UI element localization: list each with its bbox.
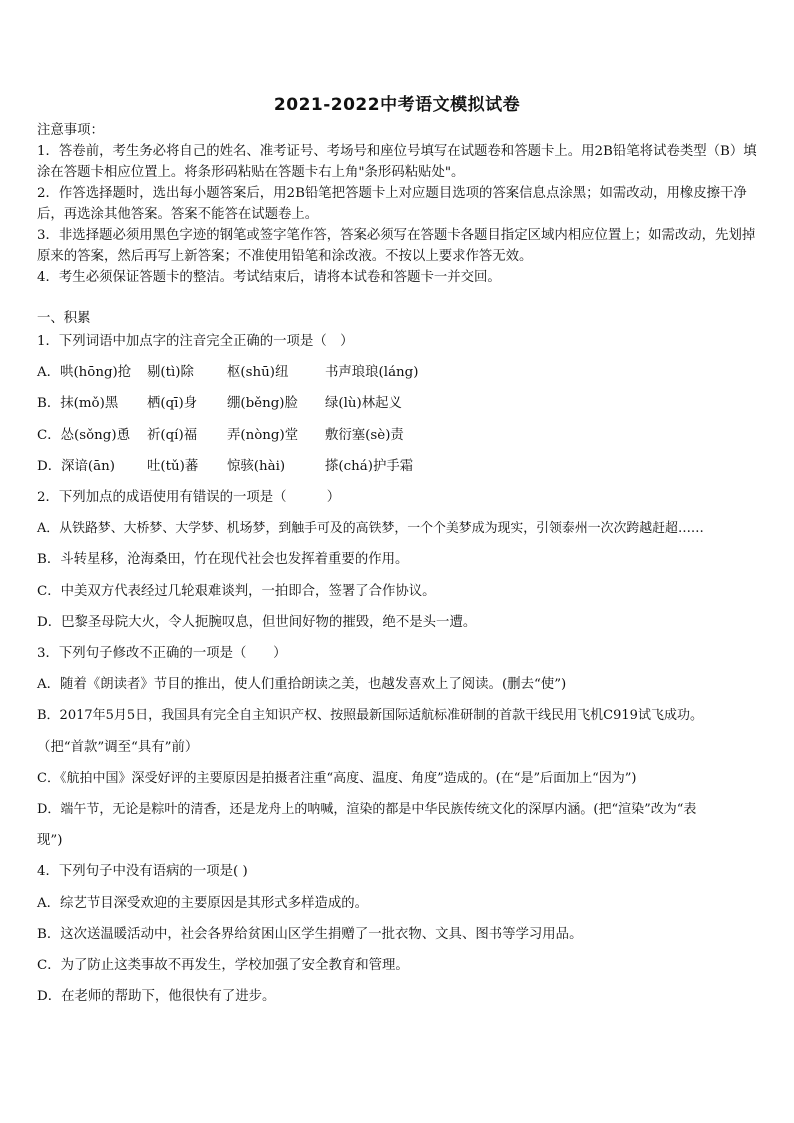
notice-item-1: 1．答卷前，考生务必将自己的姓名、准考证号、考场号和座位号填写在试题卷和答题卡上。用2B铅笔将试卷类型（B）填涂在答题卡相应位置上。将条形码粘贴在答题卡右上角"条形码粘贴处"。	[37, 144, 757, 180]
q3-option-c: C．《航拍中国》深受好评的主要原因是拍摄者注重“高度、温度、角度”造成的。(在“是”后面加上“因为”)	[37, 771, 637, 786]
q4-option-c: C．为了防止这类事故不再发生，学校加强了安全教育和管理。	[37, 958, 409, 973]
q1-option-c	[37, 426, 761, 446]
q1-b-2: 栖(qī)身	[147, 396, 198, 411]
q3-stem: 3．下列句子修改不正确的一项是（ ）	[37, 646, 287, 661]
q2-option-a: A．从铁路梦、大桥梦、大学梦、机场梦，到触手可及的高铁梦，一个个美梦成为现实，引领泰州一次次跨越赶超……	[37, 521, 704, 536]
q3-option-b-line2: （把“首款”调至“具有”前）	[37, 740, 199, 755]
q4-option-a: A．综艺节目深受欢迎的主要原因是其形式多样造成的。	[37, 896, 369, 911]
q1-b-3: 绷(běng)脸	[227, 396, 298, 411]
q3-option-d-line1: D．端午节，无论是粽叶的清香，还是龙舟上的呐喊，渲染的都是中华民族传统文化的深厚内涵。(把“渲染”改为“表	[37, 802, 697, 817]
q1-c-2: 祈(qí)福	[147, 428, 198, 443]
exam-title: 2021-2022中考语文模拟试卷	[273, 95, 521, 115]
q1-c-3: 弄(nòng)堂	[227, 428, 299, 443]
q1-stem: 1．下列词语中加点字的注音完全正确的一项是（ ）	[37, 334, 354, 349]
notice-item-3: 3．非选择题必须用黑色字迹的钢笔或签字笔作答，答案必须写在答题卡各题目指定区域内相应位置上；如需改动，先划掉原来的答案，然后再写上新答案；不准使用铅笔和涂改液。不按以上要求作答无效。	[37, 228, 756, 264]
q1-b-4: 绿(lù)林起义	[325, 396, 402, 411]
q3-option-b-line1: B．2017年5月5日，我国具有完全自主知识产权、按照最新国际适航标准研制的首款干线民用飞机C919试飞成功。	[37, 708, 703, 723]
section-heading: 一、积累	[37, 311, 91, 326]
q3-option-a: A．随着《朗读者》节目的推出，使人们重拾朗读之美，也越发喜欢上了阅读。(删去“使”)	[37, 677, 567, 692]
q1-b-1: B．抹(mǒ)黑	[37, 396, 119, 411]
q1-option-d	[37, 457, 761, 477]
notice-item-2: 2．作答选择题时，选出每小题答案后，用2B铅笔把答题卡上对应题目选项的答案信息点涂黑；如需改动，用橡皮擦干净后，再选涂其他答案。答案不能答在试题卷上。	[37, 186, 747, 222]
q4-option-d: D．在老师的帮助下，他很快有了进步。	[37, 989, 276, 1004]
notice-block	[37, 120, 761, 288]
q2-option-c: C．中美双方代表经过几轮艰难谈判，一拍即合，签署了合作协议。	[37, 584, 436, 599]
q1-a-2: 剔(tì)除	[147, 365, 194, 380]
q1-option-a	[37, 363, 761, 383]
notice-item-4: 4．考生必须保证答题卡的整洁。考试结束后，请将本试卷和答题卡一并交回。	[37, 270, 501, 285]
q1-c-4: 敷衍塞(sè)责	[325, 428, 404, 443]
q1-option-b	[37, 394, 761, 414]
notice-heading: 注意事项：	[37, 123, 104, 138]
q2-option-b: B．斗转星移，沧海桑田，竹在现代社会也发挥着重要的作用。	[37, 552, 409, 567]
q4-option-b: B．这次送温暖活动中，社会各界给贫困山区学生捐赠了一批衣物、文具、图书等学习用品。	[37, 927, 583, 942]
q1-a-3: 枢(shū)纽	[227, 365, 289, 380]
q1-c-1: C．怂(sǒng)恿	[37, 428, 130, 443]
q2-option-d: D．巴黎圣母院大火，令人扼腕叹息，但世间好物的摧毁，绝不是头一遭。	[37, 615, 477, 630]
q1-a-1: A．哄(hōng)抢	[37, 365, 132, 380]
q3-option-d-line2: 现”)	[37, 833, 63, 848]
q4-stem: 4．下列句子中没有语病的一项是( )	[37, 864, 248, 879]
q1-a-4: 书声琅琅(láng)	[325, 365, 419, 380]
q1-d-1: D．深谙(ān)	[37, 459, 115, 474]
q2-stem: 2．下列加点的成语使用有错误的一项是（ ）	[37, 490, 341, 505]
q1-d-4: 搽(chá)护手霜	[325, 459, 414, 474]
q1-d-3: 惊骇(hài)	[227, 459, 286, 474]
q1-d-2: 吐(tǔ)蕃	[147, 459, 199, 474]
